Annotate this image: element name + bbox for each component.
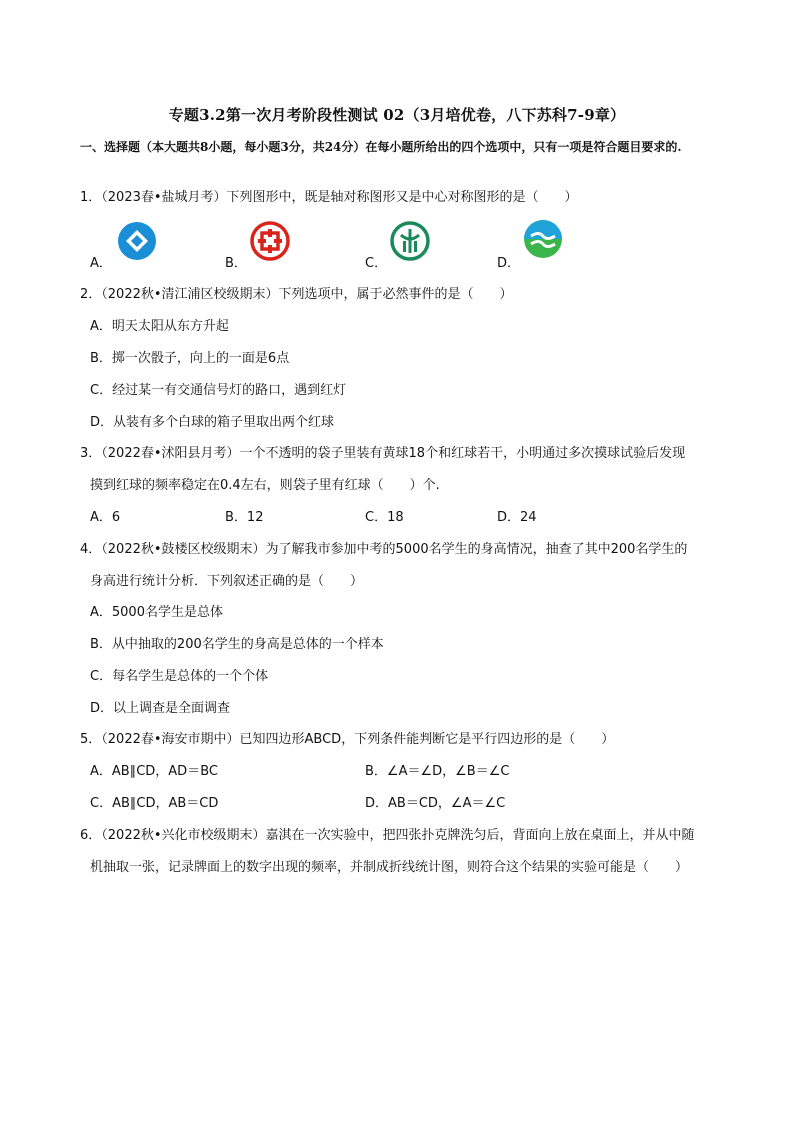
page-title: 专题3.2第一次月考阶段性测试 02（3月培优卷，八下苏科7-9章） <box>168 106 626 124</box>
section-heading: 一、选择题（本大题共8小题，每小题3分，共24分）在每小题所给出的四个选项中，只有一项是符合题目要求的. <box>80 140 682 154</box>
q2-option-b: B．掷一次骰子，向上的一面是6点 <box>90 351 290 366</box>
q3-option-d: D．24 <box>497 510 537 525</box>
question-4-stem-line-1: 4．（2022秋•鼓楼区校级期末）为了解我市参加中考的5000名学生的身高情况，抽查了其中200名学生的 <box>80 542 688 557</box>
question-3-stem-line-1: 3．（2022春•沭阳县月考）一个不透明的袋子里装有黄球18个和红球若干，小明通过多次摸球试验后发现 <box>80 446 686 461</box>
question-4-stem-line-2: 身高进行统计分析．下列叙述正确的是（ ） <box>90 574 364 589</box>
q3-option-c: C．18 <box>365 510 404 525</box>
q1-option-d-label: D． <box>497 256 521 271</box>
q1-option-b-label: B． <box>225 256 247 271</box>
q2-option-c: C．经过某一有交通信号灯的路口，遇到红灯 <box>90 383 347 398</box>
question-6-stem-line-1: 6．（2022秋•兴化市校级期末）嘉淇在一次实验中，把四张扑克牌洗匀后，背面向上放在桌面上，并从中随 <box>80 828 695 843</box>
q4-option-d: D．以上调查是全面调查 <box>90 701 231 716</box>
q5-option-c: C．AB∥CD，AB＝CD <box>90 796 219 811</box>
question-6-stem-line-2: 机抽取一张，记录牌面上的数字出现的频率，并制成折线统计图，则符合这个结果的实验可能是（ ） <box>90 860 689 875</box>
ccb-logo-icon <box>117 221 157 261</box>
q5-option-d: D．AB＝CD，∠A＝∠C <box>365 796 506 811</box>
question-5-stem: 5．（2022春•海安市期中）已知四边形ABCD，下列条件能判断它是平行四边形的是（ ） <box>80 732 615 747</box>
question-1-stem: 1．（2023春•盐城月考）下列图形中，既是轴对称图形又是中心对称图形的是（ ） <box>80 190 578 205</box>
icbc-logo-icon <box>250 221 290 261</box>
q3-option-a: A．6 <box>90 510 121 525</box>
q4-option-a: A．5000名学生是总体 <box>90 605 223 620</box>
q4-option-c: C．每名学生是总体的一个个体 <box>90 669 269 684</box>
q3-option-b: B．12 <box>225 510 264 525</box>
q4-option-b: B．从中抽取的200名学生的身高是总体的一个样本 <box>90 637 384 652</box>
q1-option-c-label: C． <box>365 256 388 271</box>
question-3-stem-line-2: 摸到红球的频率稳定在0.4左右，则袋子里有红球（ ）个. <box>90 478 440 493</box>
q1-option-a-label: A． <box>90 256 112 271</box>
q5-option-b: B．∠A＝∠D，∠B＝∠C <box>365 764 510 779</box>
abc-logo-icon <box>390 221 430 261</box>
q2-option-d: D．从装有多个白球的箱子里取出两个红球 <box>90 415 335 430</box>
question-2-stem: 2．（2022秋•清江浦区校级期末）下列选项中，属于必然事件的是（ ） <box>80 287 513 302</box>
q5-option-a: A．AB∥CD，AD＝BC <box>90 764 218 779</box>
wave-logo-icon <box>523 219 563 259</box>
q2-option-a: A．明天太阳从东方升起 <box>90 319 229 334</box>
